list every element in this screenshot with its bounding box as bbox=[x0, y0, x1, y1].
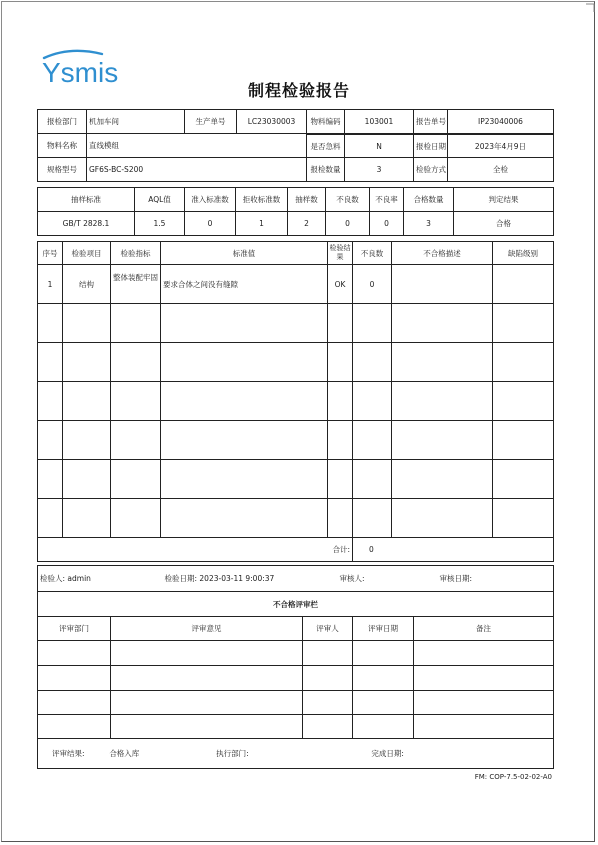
reviewer-text: 审核人: bbox=[338, 566, 438, 592]
signoff-row bbox=[37, 565, 554, 592]
accept-value: 0 bbox=[185, 212, 236, 236]
defects-header: 不良数 bbox=[353, 242, 392, 265]
sampling-value-row bbox=[38, 212, 554, 236]
reject-value: 1 bbox=[236, 212, 288, 236]
done-date-label: 完成日期: bbox=[371, 749, 404, 758]
row-indicator: 整体装配牢固 bbox=[111, 265, 161, 304]
aql-header: AQL值 bbox=[135, 188, 185, 212]
row-defects: 0 bbox=[353, 265, 392, 304]
table-row bbox=[38, 499, 554, 538]
method-value: 全检 bbox=[448, 158, 554, 182]
seq-header: 序号 bbox=[38, 242, 63, 265]
table-row bbox=[38, 460, 554, 499]
order-value: LC23030003 bbox=[237, 110, 307, 134]
total-row bbox=[38, 538, 554, 562]
review-result-row bbox=[38, 739, 554, 769]
table-row bbox=[38, 304, 554, 343]
row-item: 结构 bbox=[63, 265, 111, 304]
review-title-row bbox=[38, 592, 554, 617]
qty-value: 3 bbox=[345, 158, 414, 182]
result-header: 检验结果 bbox=[328, 242, 353, 265]
pass-qty-value: 3 bbox=[404, 212, 454, 236]
spec-label: 规格型号 bbox=[38, 158, 87, 182]
corner-mark-icon bbox=[585, 3, 595, 13]
total-label: 合计: bbox=[38, 538, 353, 562]
header-row-1 bbox=[38, 110, 554, 134]
review-date-text: 审核日期: bbox=[438, 566, 554, 592]
remark-header: 备注 bbox=[414, 617, 554, 641]
review-result-label: 评审结果: bbox=[52, 749, 85, 758]
table-row bbox=[38, 382, 554, 421]
aql-value: 1.5 bbox=[135, 212, 185, 236]
total-value: 0 bbox=[353, 538, 554, 562]
verdict-header: 判定结果 bbox=[454, 188, 554, 212]
accept-header: 准入标准数 bbox=[185, 188, 236, 212]
urgent-label: 是否急料 bbox=[307, 135, 345, 158]
material-name-label: 物料名称 bbox=[38, 134, 87, 158]
row-nonconf bbox=[392, 265, 493, 304]
review-result-value: 合格入库 bbox=[109, 749, 140, 758]
report-title: 制程检验报告 bbox=[247, 81, 350, 100]
row-seq: 1 bbox=[38, 265, 63, 304]
review-date-header: 评审日期 bbox=[353, 617, 414, 641]
item-header: 检验项目 bbox=[63, 242, 111, 265]
dept-label: 报检部门 bbox=[38, 110, 87, 134]
inspection-items-table bbox=[37, 241, 554, 562]
table-row bbox=[38, 265, 554, 304]
row-severity bbox=[493, 265, 554, 304]
spec-value: GF6S-BC-S200 bbox=[87, 158, 345, 182]
material-code-label: 物料编码 bbox=[307, 110, 345, 134]
reject-header: 拒收标准数 bbox=[236, 188, 288, 212]
defect-count-value: 0 bbox=[326, 212, 370, 236]
report-date-label: 报检日期 bbox=[414, 135, 448, 158]
material-code-value: 103001 bbox=[345, 110, 414, 134]
report-date-value: 2023年4月9日 bbox=[448, 135, 554, 158]
sample-count-header: 抽样数 bbox=[288, 188, 326, 212]
defect-rate-header: 不良率 bbox=[370, 188, 404, 212]
verdict-value: 合格 bbox=[454, 212, 554, 236]
logo-text: Ysmis bbox=[42, 57, 119, 88]
header-right-table bbox=[306, 134, 554, 182]
defect-count-header: 不良数 bbox=[326, 188, 370, 212]
exec-dept-label: 执行部门: bbox=[216, 749, 249, 758]
report-no-label: 报告单号 bbox=[414, 110, 448, 134]
dept-value: 机加车间 bbox=[87, 110, 185, 134]
material-name-value: 直线模组 bbox=[87, 134, 345, 158]
table-row bbox=[38, 343, 554, 382]
review-table bbox=[37, 591, 554, 769]
method-label: 检验方式 bbox=[414, 158, 448, 182]
inspector-text: 检验人: admin bbox=[38, 566, 163, 592]
sampling-std-value: GB/T 2828.1 bbox=[38, 212, 135, 236]
sampling-header-row bbox=[38, 188, 554, 212]
table-row bbox=[38, 641, 554, 666]
indicator-header: 检验指标 bbox=[111, 242, 161, 265]
row-standard: 要求合体之间没有缝隙 bbox=[161, 265, 328, 304]
row-result: OK bbox=[328, 265, 353, 304]
table-row bbox=[38, 691, 554, 715]
order-label: 生产单号 bbox=[185, 110, 237, 134]
table-row bbox=[38, 715, 554, 739]
defect-rate-value: 0 bbox=[370, 212, 404, 236]
review-dept-header: 评审部门 bbox=[38, 617, 111, 641]
reviewer-header: 评审人 bbox=[303, 617, 353, 641]
qty-label: 报检数量 bbox=[307, 158, 345, 182]
standard-header: 标准值 bbox=[161, 242, 328, 265]
nonconf-header: 不合格描述 bbox=[392, 242, 493, 265]
table-row bbox=[38, 421, 554, 460]
review-section-title: 不合格评审栏 bbox=[38, 592, 554, 617]
sampling-table bbox=[37, 187, 554, 236]
inspect-date-text: 检验日期: 2023-03-11 9:00:37 bbox=[163, 566, 338, 592]
items-header-row bbox=[38, 242, 554, 265]
urgent-value: N bbox=[345, 135, 414, 158]
sample-count-value: 2 bbox=[288, 212, 326, 236]
review-opinion-header: 评审意见 bbox=[111, 617, 303, 641]
severity-header: 缺陷级别 bbox=[493, 242, 554, 265]
review-header-row bbox=[38, 617, 554, 641]
report-no-value: IP23040006 bbox=[448, 110, 554, 134]
pass-qty-header: 合格数量 bbox=[404, 188, 454, 212]
form-number: FM: COP-7.5-02-02-A0 bbox=[474, 773, 552, 781]
table-row bbox=[38, 666, 554, 691]
sampling-std-header: 抽样标准 bbox=[38, 188, 135, 212]
